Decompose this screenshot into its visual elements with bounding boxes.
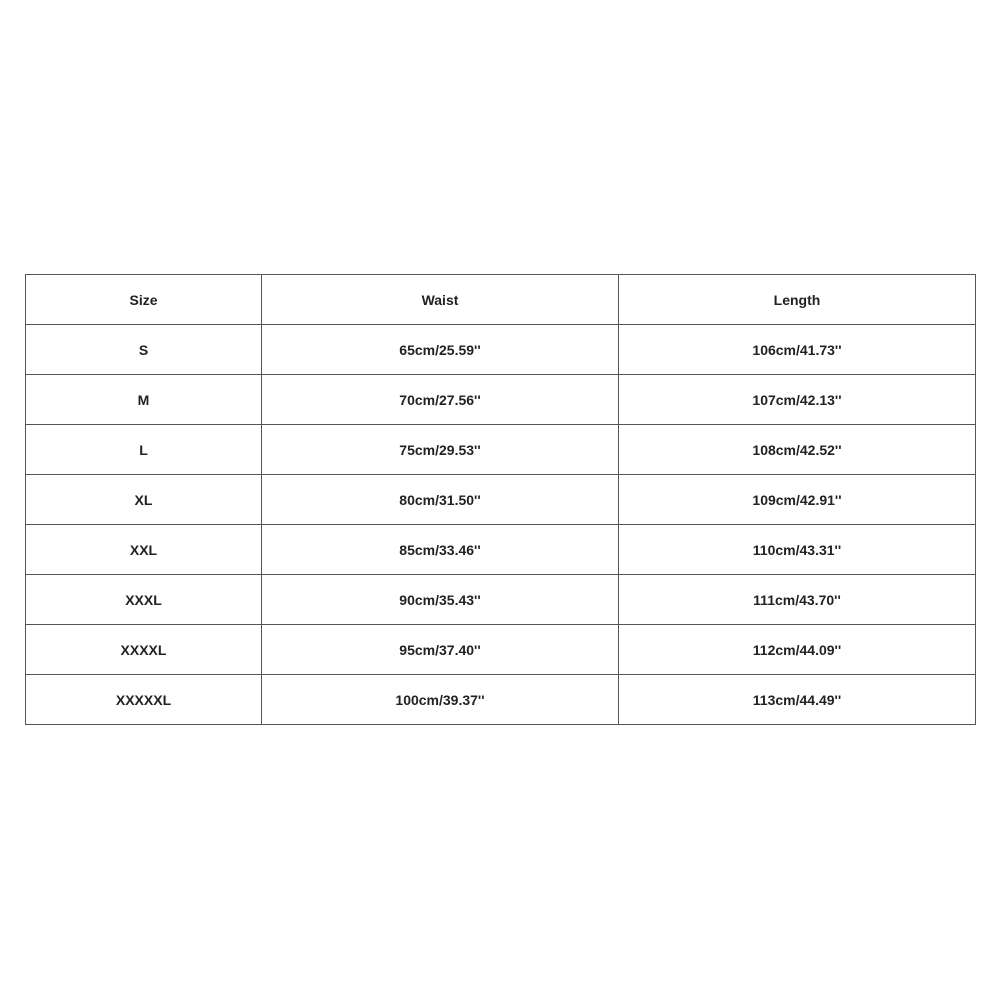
length-cell: 111cm/43.70'' [619,575,976,625]
size-cell: XXL [26,525,262,575]
size-cell: S [26,325,262,375]
table-row [26,575,976,625]
length-cell: 108cm/42.52'' [619,425,976,475]
table-row [26,425,976,475]
header-waist: Waist [262,275,619,325]
length-cell: 110cm/43.31'' [619,525,976,575]
length-cell: 106cm/41.73'' [619,325,976,375]
header-size: Size [26,275,262,325]
size-cell: XXXXXL [26,675,262,725]
waist-cell: 100cm/39.37'' [262,675,619,725]
waist-cell: 65cm/25.59'' [262,325,619,375]
table-body [26,325,976,725]
table-row [26,525,976,575]
waist-cell: 80cm/31.50'' [262,475,619,525]
length-cell: 113cm/44.49'' [619,675,976,725]
size-cell: XXXXL [26,625,262,675]
size-cell: L [26,425,262,475]
waist-cell: 90cm/35.43'' [262,575,619,625]
size-cell: XL [26,475,262,525]
table-row [26,325,976,375]
length-cell: 109cm/42.91'' [619,475,976,525]
table-row [26,675,976,725]
size-chart-table [25,274,976,725]
waist-cell: 85cm/33.46'' [262,525,619,575]
length-cell: 107cm/42.13'' [619,375,976,425]
header-row [26,275,976,325]
table-header [26,275,976,325]
waist-cell: 95cm/37.40'' [262,625,619,675]
length-cell: 112cm/44.09'' [619,625,976,675]
waist-cell: 70cm/27.56'' [262,375,619,425]
table-row [26,625,976,675]
table-row [26,475,976,525]
waist-cell: 75cm/29.53'' [262,425,619,475]
header-length: Length [619,275,976,325]
size-cell: XXXL [26,575,262,625]
table-row [26,375,976,425]
size-cell: M [26,375,262,425]
